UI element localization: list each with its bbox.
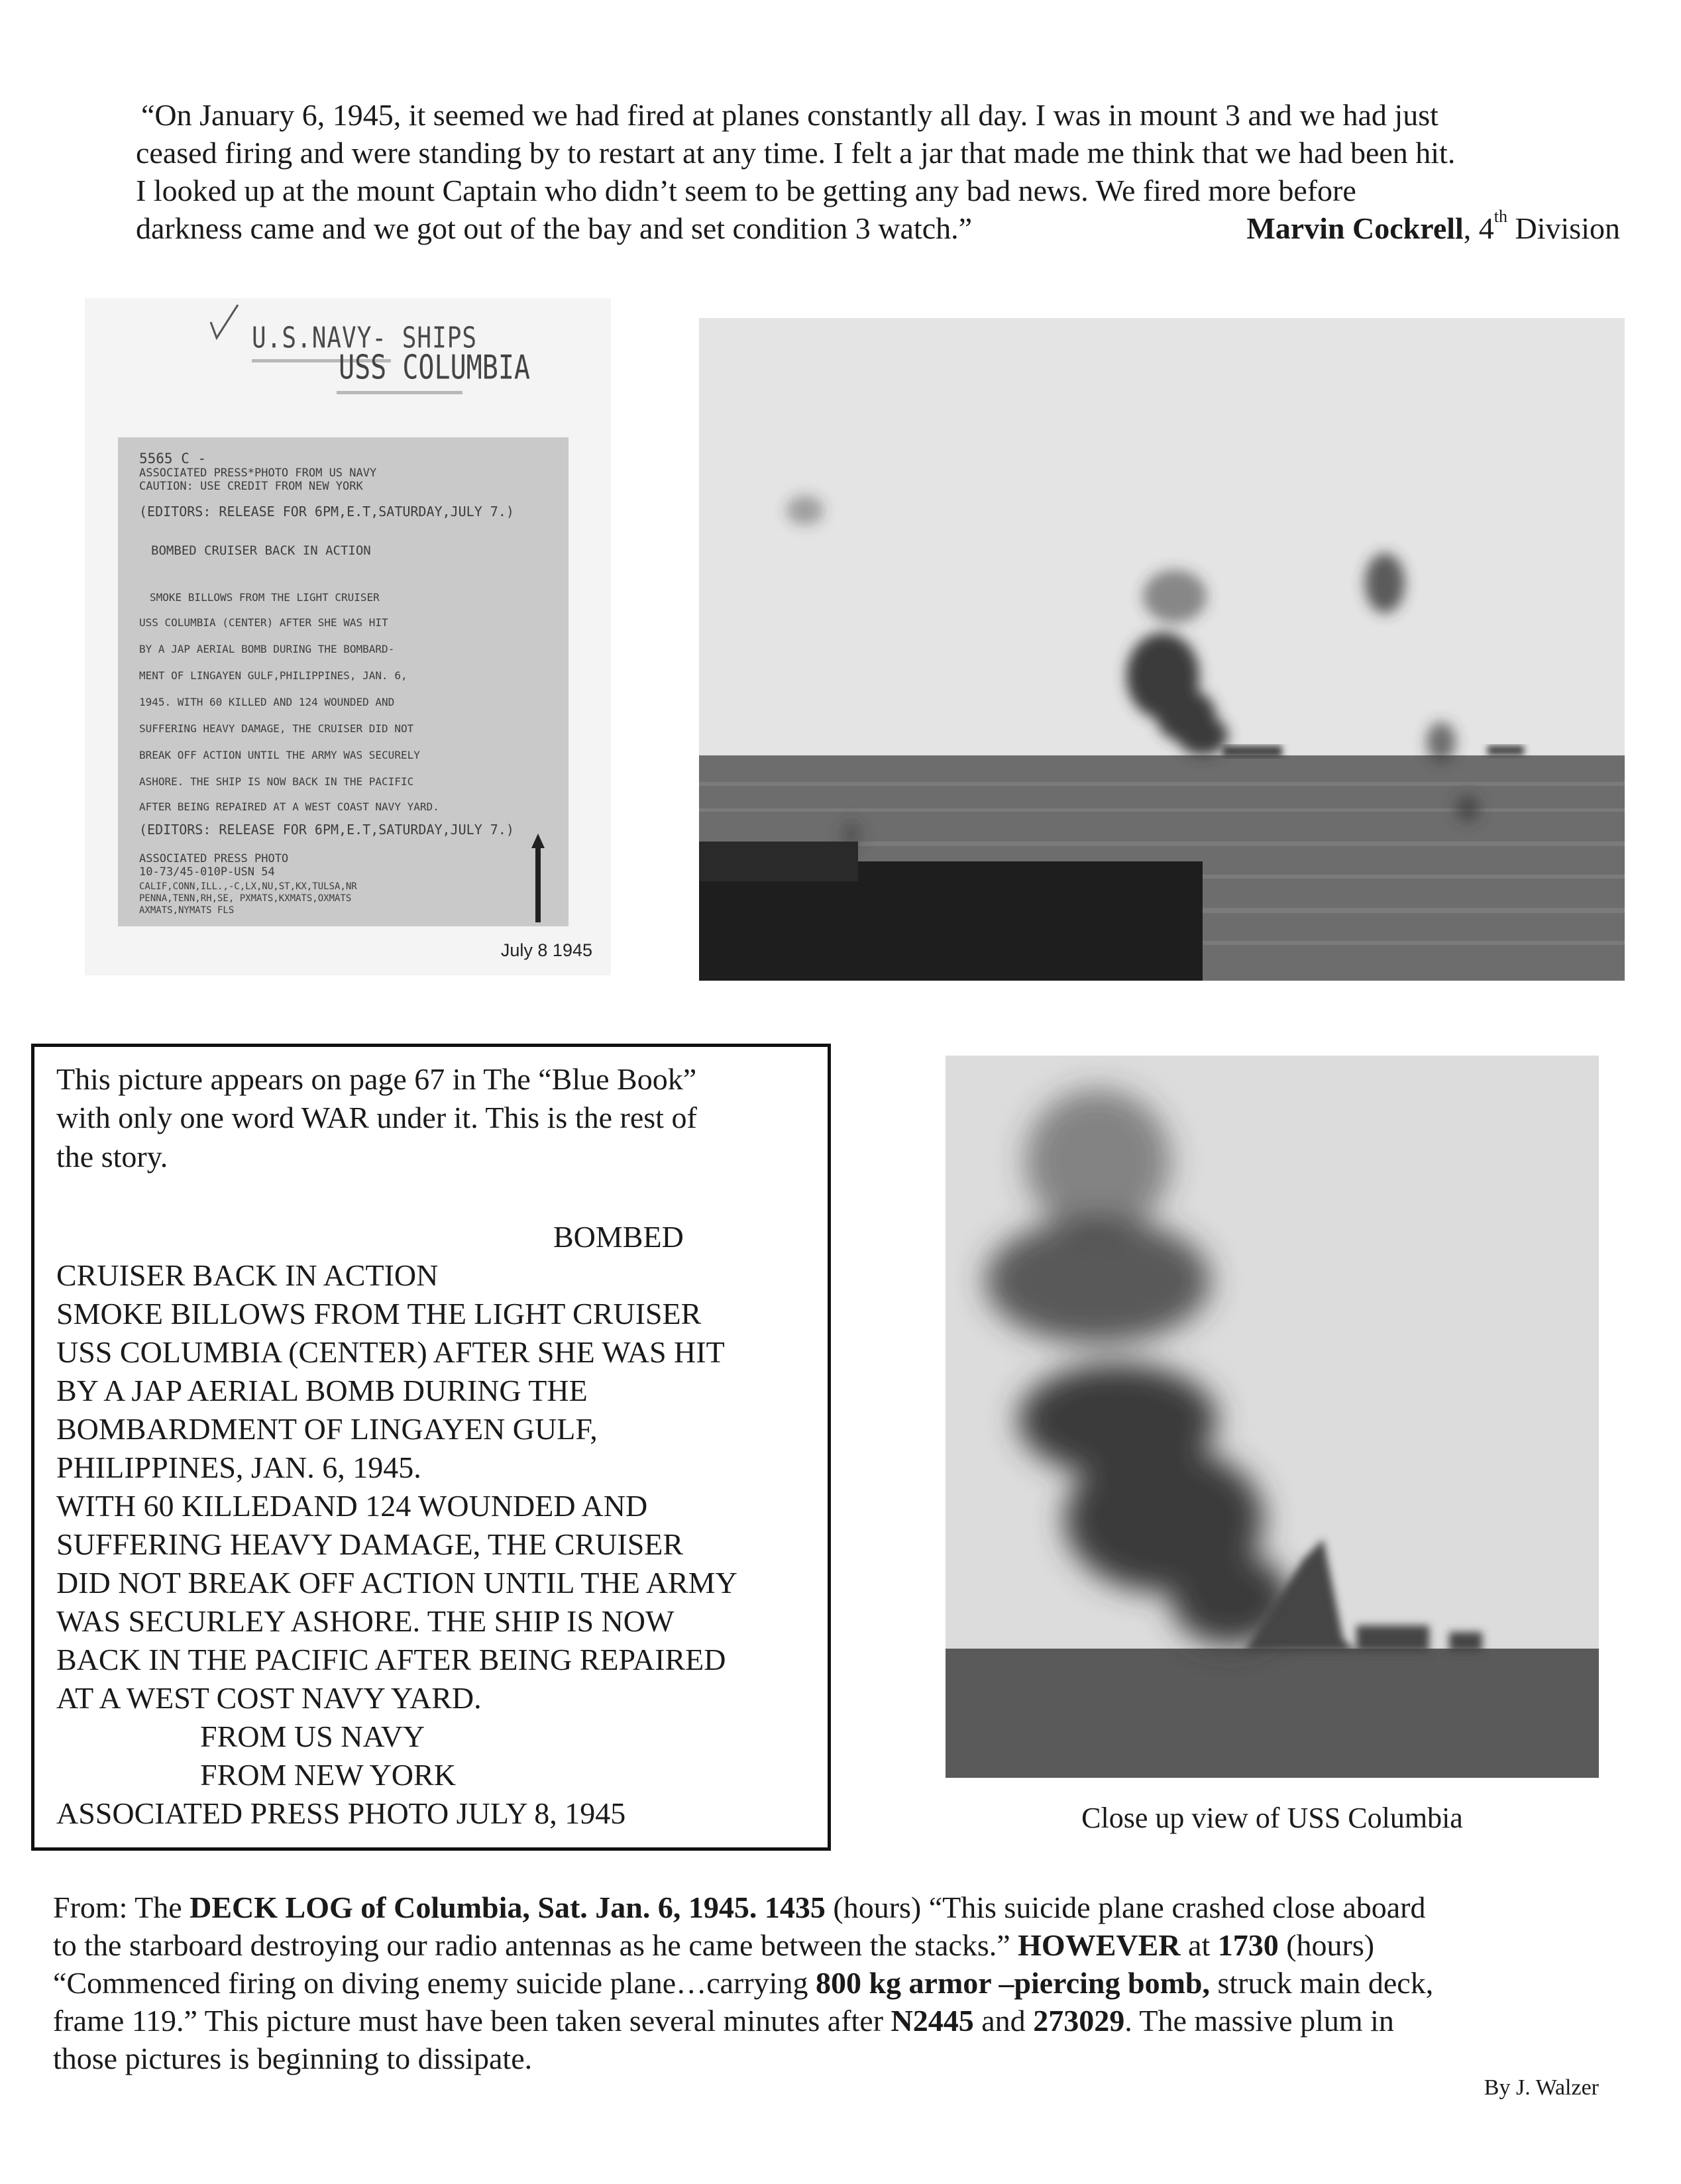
decklog-line-2: to the starboard destroying our radio antennas as he came between the stacks.” HOWEVER at 1730 (hours) (53, 1928, 1375, 1962)
quote-line-3: I looked up at the mount Captain who didn’t seem to be getting any bad news. We fired more before (136, 174, 1356, 207)
clipping-header-ship: USS COLUMBIA (339, 349, 530, 387)
credit-line: ASSOCIATED PRESS PHOTO JULY 8, 1945 (56, 1796, 626, 1830)
attribution-name: Marvin Cockrell (1246, 211, 1464, 245)
body-line: BOMBARDMENT OF LINGAYEN GULF, (56, 1412, 598, 1446)
photo-illustration (946, 1056, 1599, 1778)
quote-line-4: darkness came and we got out of the bay and set condition 3 watch.” (136, 211, 973, 245)
photo-smoke-on-horizon (699, 318, 1625, 981)
body-line: PHILIPPINES, JAN. 6, 1945. (56, 1450, 421, 1484)
decklog-line-1: From: The DECK LOG of Columbia, Sat. Jan. 6, 1945. 1435 (hours) “This suicide plane crashed close aboard (53, 1890, 1426, 1924)
deck-log-paragraph (53, 1888, 1643, 2077)
headline-word: BOMBED (553, 1220, 684, 1254)
photo-closeup-uss-columbia (946, 1056, 1599, 1778)
photo-illustration (699, 318, 1625, 981)
checkmark-icon (207, 303, 241, 340)
body-line: CRUISER BACK IN ACTION (56, 1258, 439, 1292)
author-byline: By J. Walzer (1484, 2075, 1599, 2100)
from-line-2: FROM NEW YORK (200, 1758, 456, 1792)
closeup-caption: Close up view of USS Columbia (1081, 1802, 1463, 1834)
decklog-line-4: frame 119.” This picture must have been taken several minutes after N2445 and 273029. The massive plum in (53, 2004, 1394, 2038)
body-line: BY A JAP AERIAL BOMB DURING THE (56, 1374, 588, 1407)
body-line: SUFFERING HEAVY DAMAGE, THE CRUISER (56, 1527, 684, 1561)
decklog-line-5: those pictures is beginning to dissipate. (53, 2042, 533, 2075)
body-line: BACK IN THE PACIFIC AFTER BEING REPAIRED (56, 1643, 726, 1676)
ap-photo-clipping (85, 298, 611, 975)
underline (337, 391, 462, 394)
typed-caption-card: 5565 C - ASSOCIATED PRESS*PHOTO FROM US NAVY CAUTION: USE CREDIT FROM NEW YORK (EDITORS: RELEASE FOR 6PM,E.T,SATURDAY,JULY 7.) BOMBED CRUISER BACK IN ACTION SMOKE BILLOWS FROM THE LIGHT CRUISER USS COLUMBIA (CENTER) AFTER SHE WAS HIT BY A JAP AERIAL BOMB DURING THE BOMBARD- MENT OF LINGAYEN GULF,PHILIPPINES, JAN. 6, 1945. WITH 60 KILLED AND 124 WOUNDED AND SUFFERING HEAVY DAMAGE, THE CRUISER DID NOT BREAK OFF ACTION UNTIL THE ARMY WAS SECURELY ASHORE. THE SHIP IS NOW BACK IN THE PACIFIC AFTER BEING REPAIRED AT A WEST COAST NAVY YARD. (EDITORS: RELEASE FOR 6PM,E.T,SATURDAY,JULY 7.) ASSOCIATED PRESS PHOTO 10-73/45-010P-USN 54 CALIF,CONN,ILL.,-C,LX,NU,ST,KX,TULSA,NR PENNA,TENN,RH,SE, PXMATS,KXMATS,OXMATS AXMATS,NYMATS FLS (118, 437, 569, 926)
decklog-line-3: “Commenced firing on diving enemy suicide plane…carrying 800 kg armor –piercing bomb, struck main deck, (53, 1966, 1434, 2000)
body-line: WAS SECURLEY ASHORE. THE SHIP IS NOW (56, 1604, 675, 1638)
quote-line-1: “On January 6, 1945, it seemed we had fired at planes constantly all day. I was in mount 3 and we had just (141, 98, 1438, 132)
body-line: DID NOT BREAK OFF ACTION UNTIL THE ARMY (56, 1566, 737, 1600)
body-line: WITH 60 KILLEDAND 124 WOUNDED AND (56, 1489, 648, 1523)
intro-line-2: with only one word WAR under it. This is the rest of (56, 1101, 697, 1134)
from-line-1: FROM US NAVY (200, 1720, 425, 1753)
story-text-box (31, 1044, 831, 1851)
up-arrow-shaft (535, 843, 541, 922)
clipping-date-label: July 8 1945 (500, 940, 592, 960)
body-line: AT A WEST COST NAVY YARD. (56, 1681, 482, 1715)
clipping-header-category: U.S.NAVY- SHIPS (252, 321, 478, 355)
quote-block (136, 96, 1620, 247)
intro-line-3: the story. (56, 1140, 168, 1174)
quote-attribution: Marvin Cockrell, 4th Division (1246, 207, 1620, 245)
body-line: SMOKE BILLOWS FROM THE LIGHT CRUISER (56, 1297, 702, 1331)
body-line: USS COLUMBIA (CENTER) AFTER SHE WAS HIT (56, 1335, 725, 1369)
quote-line-2: ceased firing and were standing by to restart at any time. I felt a jar that made me think that we had been hit. (136, 136, 1456, 170)
intro-line-1: This picture appears on page 67 in The “Blue Book” (56, 1062, 697, 1096)
